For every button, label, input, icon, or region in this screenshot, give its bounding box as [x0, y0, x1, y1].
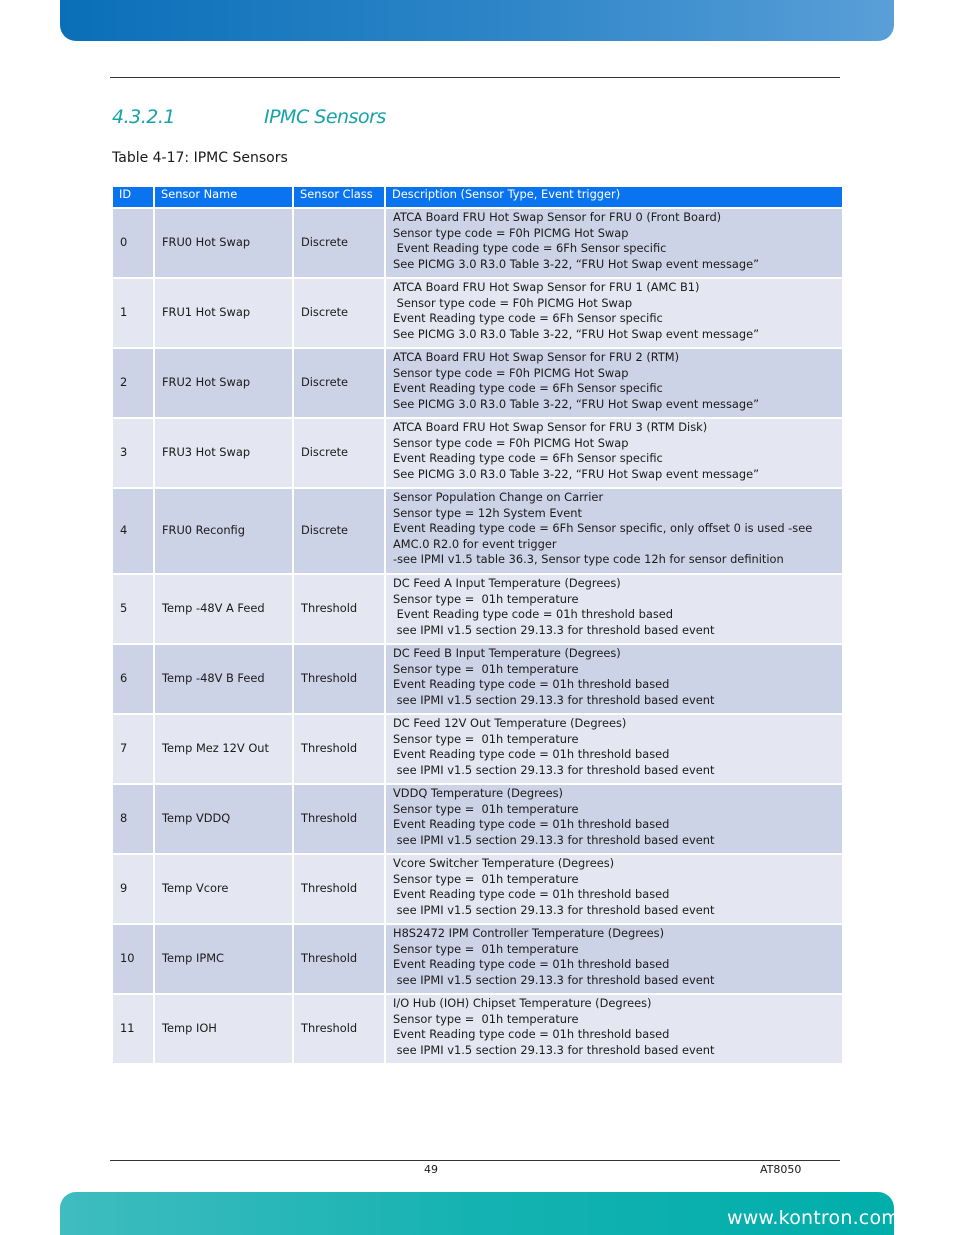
table-row — [113, 925, 842, 995]
cell-sensor-class: Discrete — [294, 489, 386, 575]
cell-description: ATCA Board FRU Hot Swap Sensor for FRU 0 (Front Board) Sensor type code = F0h PICMG Hot Swap Event Reading type code = 6Fh Sensor specific See PICMG 3.0 R3.0 Table 3-22, “FRU Hot Swap event message” — [386, 209, 842, 279]
cell-sensor-name: Temp Vcore — [155, 855, 294, 925]
table-row — [113, 715, 842, 785]
table-row — [113, 855, 842, 925]
cell-id: 8 — [113, 785, 155, 855]
cell-sensor-name: FRU2 Hot Swap — [155, 349, 294, 419]
cell-id: 1 — [113, 279, 155, 349]
cell-description: DC Feed A Input Temperature (Degrees) Sensor type = 01h temperature Event Reading type code = 01h threshold based see IPMI v1.5 section 29.13.3 for threshold based event — [386, 575, 842, 645]
cell-sensor-name: Temp IPMC — [155, 925, 294, 995]
cell-id: 3 — [113, 419, 155, 489]
cell-id: 10 — [113, 925, 155, 995]
cell-sensor-class: Discrete — [294, 349, 386, 419]
cell-description: DC Feed B Input Temperature (Degrees) Sensor type = 01h temperature Event Reading type code = 01h threshold based see IPMI v1.5 section 29.13.3 for threshold based event — [386, 645, 842, 715]
cell-sensor-name: FRU0 Reconfig — [155, 489, 294, 575]
page-number: 49 — [424, 1163, 438, 1176]
cell-sensor-name: FRU0 Hot Swap — [155, 209, 294, 279]
cell-sensor-name: Temp VDDQ — [155, 785, 294, 855]
cell-description: ATCA Board FRU Hot Swap Sensor for FRU 1 (AMC B1) Sensor type code = F0h PICMG Hot Swap Event Reading type code = 6Fh Sensor specific See PICMG 3.0 R3.0 Table 3-22, “FRU Hot Swap event message” — [386, 279, 842, 349]
section-title: IPMC Sensors — [264, 106, 386, 128]
column-header-description: Description (Sensor Type, Event trigger) — [386, 187, 842, 209]
table-row — [113, 279, 842, 349]
section-number: 4.3.2.1 — [112, 106, 175, 128]
cell-description: Vcore Switcher Temperature (Degrees) Sensor type = 01h temperature Event Reading type code = 01h threshold based see IPMI v1.5 section 29.13.3 for threshold based event — [386, 855, 842, 925]
cell-sensor-class: Threshold — [294, 925, 386, 995]
cell-sensor-class: Threshold — [294, 785, 386, 855]
table-row — [113, 209, 842, 279]
cell-sensor-class: Threshold — [294, 995, 386, 1065]
cell-sensor-class: Threshold — [294, 715, 386, 785]
column-header-sensor-name: Sensor Name — [155, 187, 294, 209]
table-row — [113, 645, 842, 715]
cell-sensor-class: Discrete — [294, 419, 386, 489]
cell-sensor-name: Temp -48V B Feed — [155, 645, 294, 715]
cell-sensor-class: Threshold — [294, 645, 386, 715]
cell-id: 2 — [113, 349, 155, 419]
cell-id: 0 — [113, 209, 155, 279]
table-row — [113, 349, 842, 419]
table-body — [113, 209, 842, 1065]
cell-sensor-class: Threshold — [294, 855, 386, 925]
footer-url[interactable]: www.kontron.com — [726, 1207, 900, 1229]
cell-id: 4 — [113, 489, 155, 575]
cell-description: I/O Hub (IOH) Chipset Temperature (Degrees) Sensor type = 01h temperature Event Reading type code = 01h threshold based see IPMI v1.5 section 29.13.3 for threshold based event — [386, 995, 842, 1065]
column-header-sensor-class: Sensor Class — [294, 187, 386, 209]
cell-description: Sensor Population Change on Carrier Sensor type = 12h System Event Event Reading type code = 6Fh Sensor specific, only offset 0 is used -see AMC.0 R2.0 for event trigger -see IPMI v1.5 table 36.3, Sensor type code 12h for sensor definition — [386, 489, 842, 575]
table-row — [113, 995, 842, 1065]
top-banner — [60, 0, 894, 41]
cell-description: ATCA Board FRU Hot Swap Sensor for FRU 3 (RTM Disk) Sensor type code = F0h PICMG Hot Swap Event Reading type code = 6Fh Sensor specific See PICMG 3.0 R3.0 Table 3-22, “FRU Hot Swap event message” — [386, 419, 842, 489]
table-header-row — [113, 187, 842, 209]
cell-description: VDDQ Temperature (Degrees) Sensor type = 01h temperature Event Reading type code = 01h threshold based see IPMI v1.5 section 29.13.3 for threshold based event — [386, 785, 842, 855]
ipmc-sensors-table — [113, 187, 842, 1065]
section-heading — [112, 106, 386, 132]
footer-rule — [110, 1160, 840, 1161]
table-row — [113, 419, 842, 489]
cell-sensor-name: FRU3 Hot Swap — [155, 419, 294, 489]
cell-id: 11 — [113, 995, 155, 1065]
table-row — [113, 489, 842, 575]
cell-sensor-name: Temp Mez 12V Out — [155, 715, 294, 785]
table-row — [113, 785, 842, 855]
header-rule — [110, 77, 840, 78]
cell-sensor-class: Discrete — [294, 209, 386, 279]
document-name: AT8050 — [760, 1163, 802, 1176]
cell-id: 9 — [113, 855, 155, 925]
cell-sensor-class: Discrete — [294, 279, 386, 349]
cell-sensor-class: Threshold — [294, 575, 386, 645]
cell-description: DC Feed 12V Out Temperature (Degrees) Sensor type = 01h temperature Event Reading type code = 01h threshold based see IPMI v1.5 section 29.13.3 for threshold based event — [386, 715, 842, 785]
cell-sensor-name: Temp -48V A Feed — [155, 575, 294, 645]
cell-id: 7 — [113, 715, 155, 785]
cell-sensor-name: Temp IOH — [155, 995, 294, 1065]
cell-id: 5 — [113, 575, 155, 645]
cell-description: ATCA Board FRU Hot Swap Sensor for FRU 2 (RTM) Sensor type code = F0h PICMG Hot Swap Event Reading type code = 6Fh Sensor specific See PICMG 3.0 R3.0 Table 3-22, “FRU Hot Swap event message” — [386, 349, 842, 419]
cell-id: 6 — [113, 645, 155, 715]
column-header-id: ID — [113, 187, 155, 209]
cell-sensor-name: FRU1 Hot Swap — [155, 279, 294, 349]
table-row — [113, 575, 842, 645]
table-caption: Table 4-17: IPMC Sensors — [112, 150, 288, 166]
cell-description: H8S2472 IPM Controller Temperature (Degrees) Sensor type = 01h temperature Event Reading type code = 01h threshold based see IPMI v1.5 section 29.13.3 for threshold based event — [386, 925, 842, 995]
